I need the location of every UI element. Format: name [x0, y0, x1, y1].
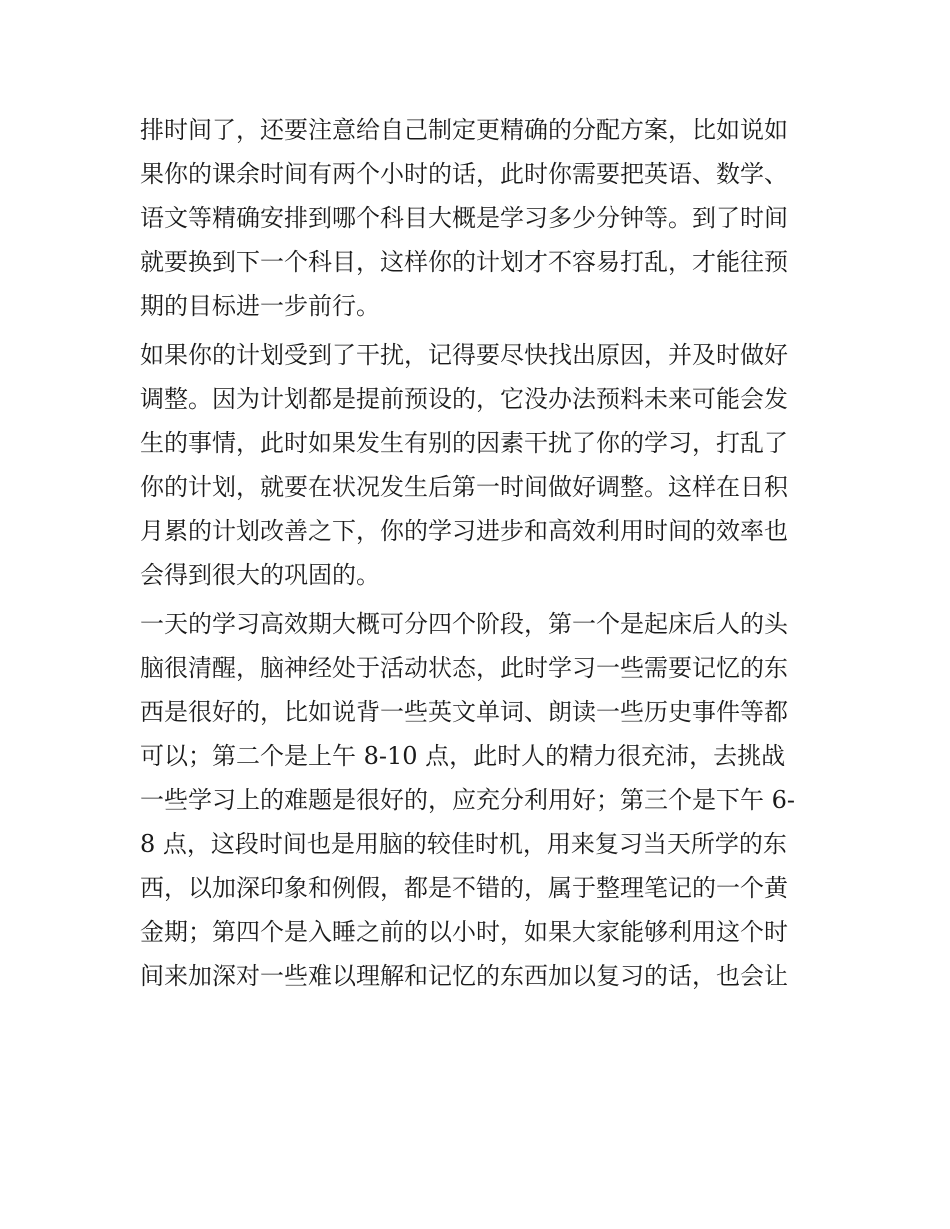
paragraph-2: [140, 333, 820, 597]
text-line: 间来加深对一些难以理解和记忆的东西加以复习的话，也会让: [140, 962, 788, 990]
text-line: 期的目标进一步前行。: [140, 292, 380, 320]
text-line: 生的事情，此时如果发生有别的因素干扰了你的学习，打乱了: [140, 429, 788, 457]
text-line: 8 点，这段时间也是用脑的较佳时机，用来复习当天所学的东: [140, 830, 787, 858]
text-line: 果你的课余时间有两个小时的话，此时你需要把英语、数学、: [140, 160, 788, 188]
text-line: 如果你的计划受到了干扰，记得要尽快找出原因，并及时做好: [140, 341, 788, 369]
document-body: [140, 108, 820, 998]
text-line: 排时间了，还要注意给自己制定更精确的分配方案，比如说如: [140, 116, 788, 144]
text-line: 一些学习上的难题是很好的，应充分利用好；第三个是下午 6-: [140, 786, 796, 814]
text-line: 语文等精确安排到哪个科目大概是学习多少分钟等。到了时间: [140, 204, 788, 232]
text-line: 西是很好的，比如说背一些英文单词、朗读一些历史事件等都: [140, 698, 788, 726]
text-line: 可以；第二个是上午 8-10 点，此时人的精力很充沛，去挑战: [140, 742, 786, 770]
text-line: 会得到很大的巩固的。: [140, 561, 380, 589]
text-line: 西，以加深印象和例假，都是不错的，属于整理笔记的一个黄: [140, 874, 788, 902]
paragraph-3: [140, 602, 820, 998]
text-line: 月累的计划改善之下，你的学习进步和高效利用时间的效率也: [140, 517, 788, 545]
text-line: 金期；第四个是入睡之前的以小时，如果大家能够利用这个时: [140, 918, 788, 946]
text-line: 就要换到下一个科目，这样你的计划才不容易打乱，才能往预: [140, 248, 788, 276]
text-line: 一天的学习高效期大概可分四个阶段，第一个是起床后人的头: [140, 610, 788, 638]
text-line: 你的计划，就要在状况发生后第一时间做好调整。这样在日积: [140, 473, 788, 501]
text-line: 调整。因为计划都是提前预设的，它没办法预料未来可能会发: [140, 385, 788, 413]
paragraph-1: [140, 108, 820, 328]
text-line: 脑很清醒，脑神经处于活动状态，此时学习一些需要记忆的东: [140, 654, 788, 682]
